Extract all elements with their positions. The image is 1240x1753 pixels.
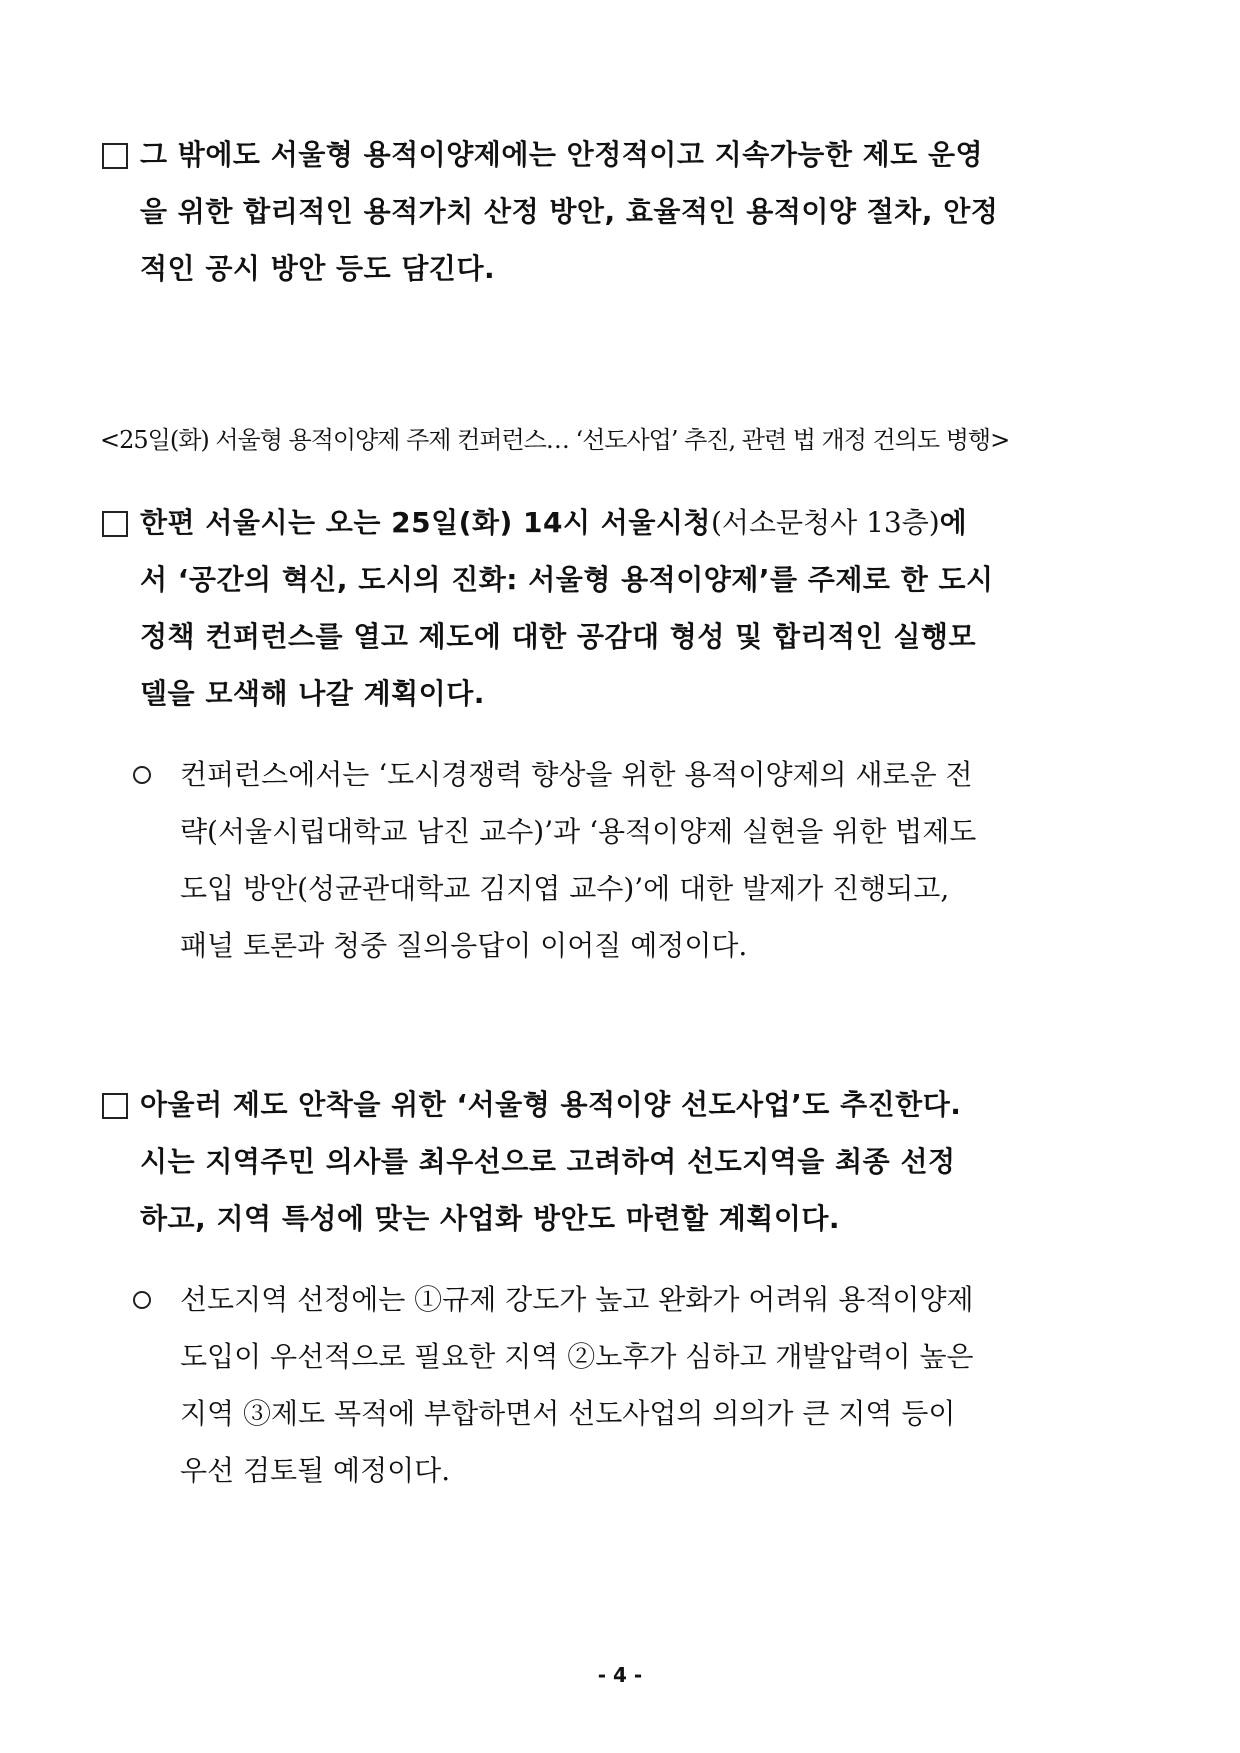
block-1-line-2: 을 위한 합리적인 용적가치 산정 방안, 효율적인 용적이양 절차, 안정: [140, 195, 999, 228]
page-number: - 4 -: [597, 1663, 643, 1687]
block-3-sub-line-2: 도입이 우선적으로 필요한 지역 ②노후가 심하고 개발압력이 높은: [180, 1340, 974, 1373]
block-3-sub-line-3: 지역 ③제도 목적에 부합하면서 선도사업의 의의가 큰 지역 등이: [180, 1397, 956, 1430]
block-2-line-2: 서 ‘공간의 혁신, 도시의 진화: 서울형 용적이양제’를 주제로 한 도시: [140, 563, 994, 596]
block-2-sub-line-3: 도입 방안(성균관대학교 김지엽 교수)’에 대한 발제가 진행되고,: [180, 872, 950, 905]
block-2-sub-line-4: 패널 토론과 청중 질의응답이 이어질 예정이다.: [180, 929, 748, 962]
square-bullet-icon: [102, 511, 128, 537]
block-3-sub-line-1: 선도지역 선정에는 ①규제 강도가 높고 완화가 어려워 용적이양제: [180, 1283, 974, 1316]
block-2-line-1-location: (서소문청사 13층): [711, 506, 940, 539]
block-3-line-3: 하고, 지역 특성에 맞는 사업화 방안도 마련할 계획이다.: [140, 1202, 841, 1235]
block-1-line-3: 적인 공시 방안 등도 담긴다.: [140, 252, 496, 285]
block-2-line-1: [140, 493, 967, 553]
block-2-line-4: 델을 모색해 나갈 계획이다.: [140, 677, 485, 710]
block-2-line-3: 정책 컨퍼런스를 열고 제도에 대한 공감대 형성 및 합리적인 실행모: [140, 620, 977, 653]
section-subheading: <25일(화) 서울형 용적이양제 주제 컨퍼런스… ‘선도사업’ 추진, 관련 법 개정 건의도 병행>: [100, 426, 1010, 454]
circle-bullet-icon: [133, 1291, 151, 1309]
block-3-line-2: 시는 지역주민 의사를 최우선으로 고려하여 선도지역을 최종 선정: [140, 1145, 956, 1178]
circle-bullet-icon: [133, 766, 151, 784]
block-1-line-1: 그 밖에도 서울형 용적이양제에는 안정적이고 지속가능한 제도 운영: [140, 138, 984, 171]
block-3-sub-line-4: 우선 검토될 예정이다.: [180, 1454, 451, 1487]
block-2-sub-line-1: 컨퍼런스에서는 ‘도시경쟁력 향상을 위한 용적이양제의 새로운 전: [180, 758, 973, 791]
block-2-sub-line-2: 략(서울시립대학교 남진 교수)’과 ‘용적이양제 실현을 위한 법제도: [180, 815, 977, 848]
block-2-line-1-prefix: 한편 서울시는 오는 25일(화) 14시 서울시청: [140, 506, 711, 539]
square-bullet-icon: [102, 143, 128, 169]
square-bullet-icon: [102, 1093, 128, 1119]
block-3-line-1: 아울러 제도 안착을 위한 ‘서울형 용적이양 선도사업’도 추진한다.: [140, 1088, 962, 1121]
block-2-line-1-suffix: 에: [939, 506, 968, 539]
